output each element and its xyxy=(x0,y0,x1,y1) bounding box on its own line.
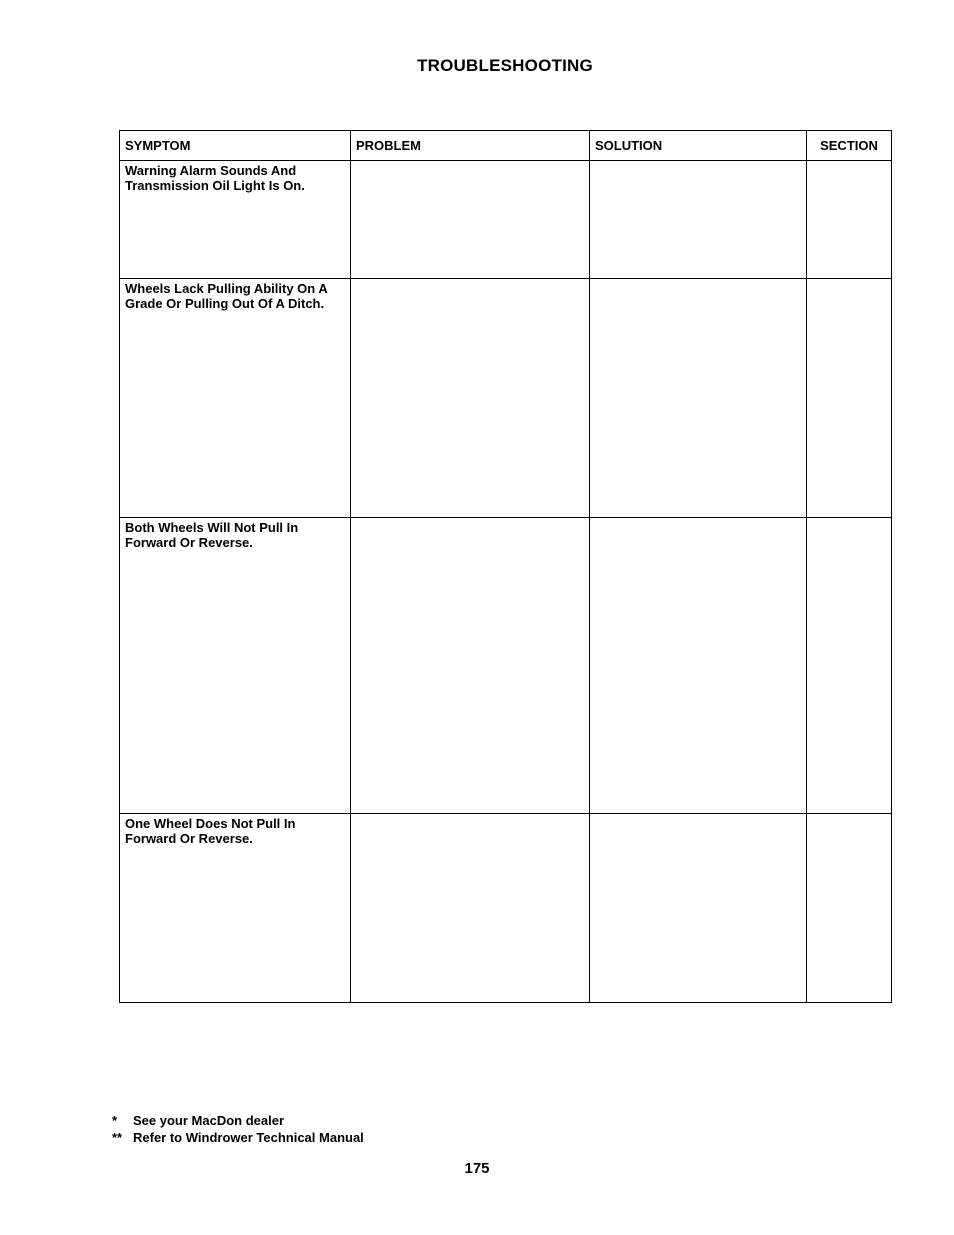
column-header-problem: PROBLEM xyxy=(351,131,590,161)
section-cell xyxy=(807,279,892,518)
footnotes xyxy=(112,1112,364,1146)
column-header-symptom: SYMPTOM xyxy=(120,131,351,161)
symptom-cell: Warning Alarm Sounds And Transmission Oil Light Is On. xyxy=(120,161,351,279)
symptom-cell: Both Wheels Will Not Pull In Forward Or Reverse. xyxy=(120,518,351,814)
problem-cell xyxy=(351,279,590,518)
troubleshooting-table xyxy=(119,130,892,1003)
page-number: 175 xyxy=(464,1160,490,1177)
solution-cell xyxy=(590,161,807,279)
footnote-manual xyxy=(112,1129,364,1146)
solution-cell xyxy=(590,279,807,518)
column-header-section: SECTION xyxy=(807,131,892,161)
table-row xyxy=(120,518,892,814)
problem-cell xyxy=(351,518,590,814)
problem-cell xyxy=(351,161,590,279)
footnote-dealer xyxy=(112,1112,364,1129)
page-title: TROUBLESHOOTING xyxy=(417,56,593,75)
table-header-row xyxy=(120,131,892,161)
footnote-text: Refer to Windrower Technical Manual xyxy=(133,1130,364,1145)
section-cell xyxy=(807,518,892,814)
footnote-text: See your MacDon dealer xyxy=(133,1113,284,1128)
table-row xyxy=(120,161,892,279)
solution-cell xyxy=(590,518,807,814)
section-cell xyxy=(807,161,892,279)
problem-cell xyxy=(351,814,590,1003)
table-row xyxy=(120,279,892,518)
footnote-mark: ** xyxy=(112,1130,123,1145)
footnote-mark: * xyxy=(112,1113,118,1128)
symptom-cell: Wheels Lack Pulling Ability On A Grade Or Pulling Out Of A Ditch. xyxy=(120,279,351,518)
table-row xyxy=(120,814,892,1003)
section-cell xyxy=(807,814,892,1003)
solution-cell xyxy=(590,814,807,1003)
symptom-cell: One Wheel Does Not Pull In Forward Or Reverse. xyxy=(120,814,351,1003)
column-header-solution: SOLUTION xyxy=(590,131,807,161)
